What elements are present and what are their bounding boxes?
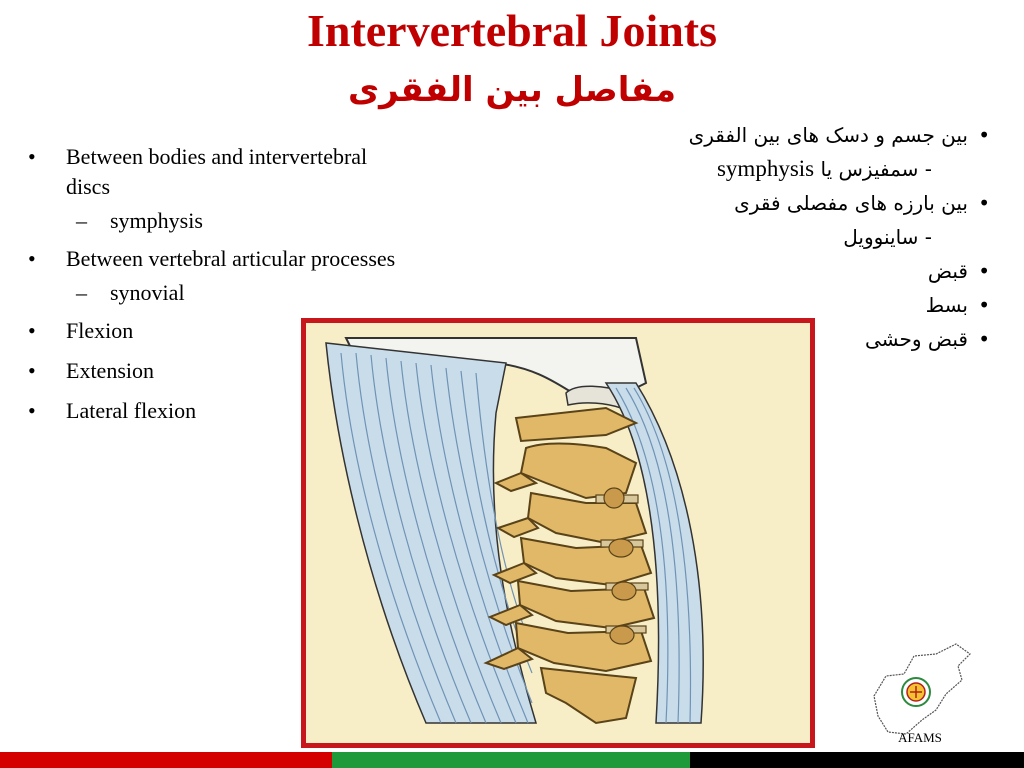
persian-item-articular	[560, 186, 990, 220]
persian-subitem-synovial	[560, 220, 990, 254]
slide-title: Intervertebral Joints	[306, 5, 718, 56]
bullet-icon: •	[28, 398, 36, 423]
bullet-icon: •	[978, 293, 990, 317]
flag-color-bar	[0, 752, 1024, 768]
list-item-text: Flexion	[66, 318, 134, 343]
persian-item-text: بین بارزه های مفصلی فقری	[734, 191, 968, 215]
bullet-icon: •	[978, 259, 990, 283]
dash-icon: –	[76, 208, 87, 233]
bar-red-segment	[0, 752, 332, 768]
list-item-text: Extension	[66, 358, 154, 383]
persian-item-bodies-discs	[560, 118, 990, 152]
list-item-text: synovial	[110, 280, 185, 305]
list-item-text: symphysis	[110, 208, 203, 233]
bullet-icon: •	[28, 144, 36, 169]
bullet-icon: •	[978, 327, 990, 351]
persian-item-flexion	[560, 254, 990, 288]
persian-subitem-symphysis	[560, 152, 990, 186]
list-item-text: Between bodies and intervertebral discs	[66, 144, 368, 199]
bullet-icon: •	[28, 358, 36, 383]
cervical-spine-illustration	[301, 318, 815, 748]
latin-term: symphysis	[716, 156, 815, 181]
list-item-articular-processes	[28, 244, 398, 274]
spine-ligament-drawing	[306, 323, 810, 743]
bar-green-segment	[332, 752, 690, 768]
slide-subtitle-persian: مفاصل بین الفقری	[347, 70, 677, 110]
list-item-bodies-discs	[28, 142, 398, 202]
persian-item-text: - ساینوویل	[843, 225, 932, 249]
persian-item-extension	[560, 288, 990, 322]
bullet-icon: •	[978, 123, 990, 147]
bar-black-segment	[690, 752, 1024, 768]
persian-item-text: - سمفیزس یا	[820, 157, 932, 181]
list-subitem-symphysis	[28, 206, 398, 236]
persian-item-text: بین جسم و دسک های بین الفقری	[688, 123, 968, 147]
list-subitem-synovial	[28, 278, 398, 308]
bullet-icon: •	[28, 318, 36, 343]
bullet-icon: •	[978, 191, 990, 215]
bullet-icon: •	[28, 246, 36, 271]
list-item-text: Between vertebral articular processes	[66, 246, 396, 271]
persian-item-text: قبض	[927, 259, 968, 283]
list-item-text: Lateral flexion	[66, 398, 197, 423]
afams-label: AFAMS	[898, 730, 942, 745]
persian-item-text: قبض وحشی	[865, 327, 968, 351]
persian-item-text: بسط	[925, 293, 968, 317]
dash-icon: –	[76, 280, 87, 305]
